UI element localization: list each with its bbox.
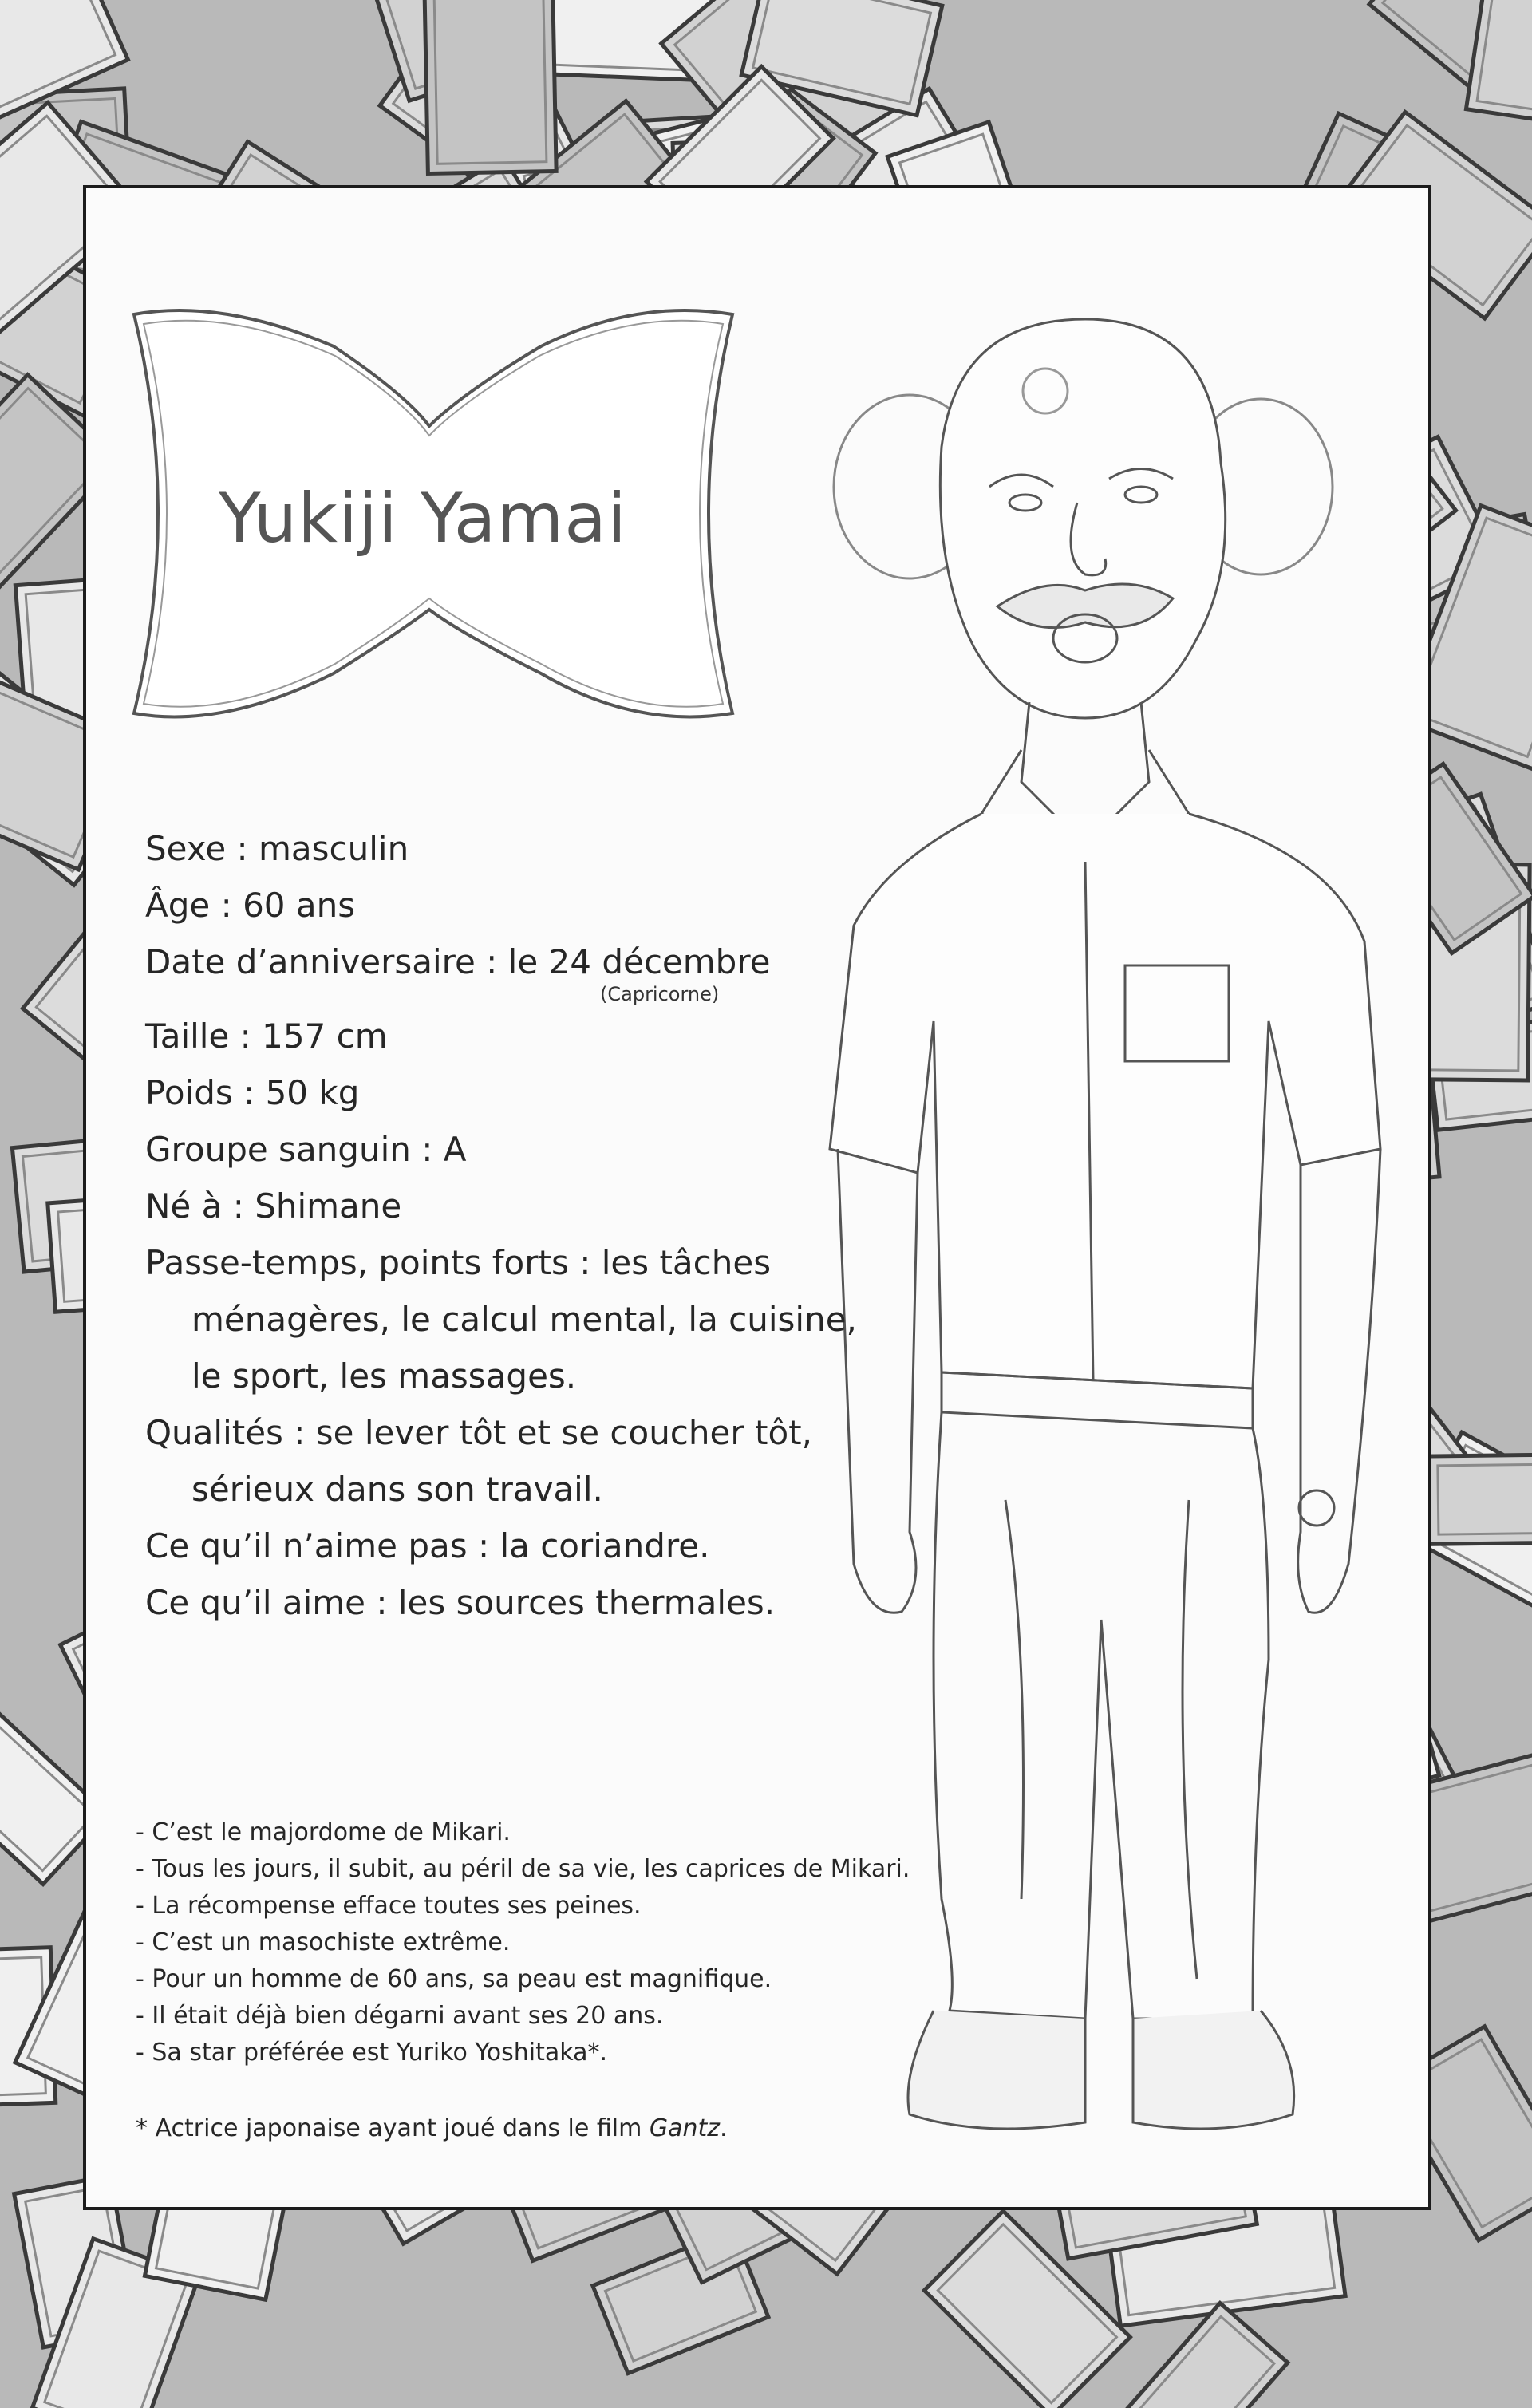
stat-likes: Ce qu’il aime : les sources thermales. — [145, 1583, 776, 1622]
stat-sex: Sexe : masculin — [145, 829, 409, 868]
profile-notes — [136, 1814, 1045, 2071]
footnote-text: * Actrice japonaise ayant joué dans le film — [136, 2114, 650, 2142]
stat-zodiac-sign: (Capricorne) — [600, 983, 720, 1005]
stat-birthplace: Né à : Shimane — [145, 1186, 402, 1226]
footnote-end: . — [720, 2114, 728, 2142]
stat-dislikes: Ce qu’il n’aime pas : la coriandre. — [145, 1526, 710, 1565]
stat-blood-type: Groupe sanguin : A — [145, 1130, 467, 1169]
character-name: Yukiji Yamai — [219, 479, 627, 559]
stat-age: Âge : 60 ans — [145, 886, 356, 925]
stat-birthday: Date d’anniversaire : le 24 décembre — [145, 942, 771, 981]
stat-qualities-line-1: Qualités : se lever tôt et se coucher tôt, — [145, 1413, 812, 1452]
note-item: - C’est le majordome de Mikari. — [136, 1818, 511, 1846]
profile-stats — [145, 820, 863, 1631]
stat-weight: Poids : 50 kg — [145, 1073, 360, 1112]
note-item: - C’est un masochiste extrême. — [136, 1928, 511, 1956]
footnote — [136, 2113, 1045, 2145]
note-item: - Tous les jours, il subit, au péril de sa vie, les caprices de Mikari. — [136, 1855, 910, 1883]
note-item: - Sa star préférée est Yuriko Yoshitaka*. — [136, 2039, 608, 2067]
stat-hobbies-line-1: Passe-temps, points forts : les tâches — [145, 1243, 772, 1282]
stat-hobbies-line-2: ménagères, le calcul mental, la cuisine, — [192, 1300, 857, 1339]
note-item: - La récompense efface toutes ses peines. — [136, 1892, 642, 1920]
stat-height: Taille : 157 cm — [145, 1016, 388, 1056]
stat-qualities-line-2: sérieux dans son travail. — [192, 1470, 603, 1509]
note-item: - Il était déjà bien dégarni avant ses 20 ans. — [136, 2002, 664, 2030]
stat-hobbies-line-3: le sport, les massages. — [192, 1356, 577, 1395]
footnote-film-title: Gantz — [649, 2114, 721, 2142]
note-item: - Pour un homme de 60 ans, sa peau est magnifique. — [136, 1965, 772, 1993]
